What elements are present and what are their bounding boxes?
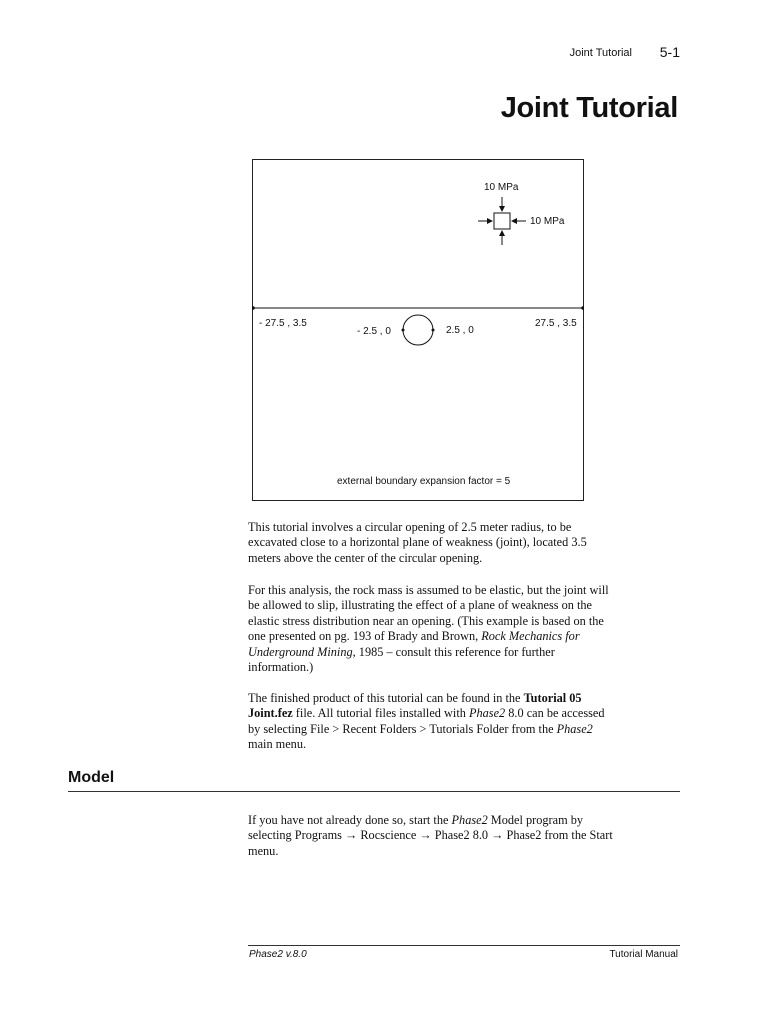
book-title-italic: Rock Mechanics for: [481, 629, 580, 644]
opening-right-coord: 2.5 , 0: [446, 325, 474, 336]
text-run: 8.0 can be accessed: [505, 706, 605, 721]
section-divider: [68, 791, 680, 792]
text-line: This tutorial involves a circular opening of 2.5 meter radius, to be: [248, 520, 572, 534]
text-line: information.): [248, 660, 314, 675]
text-line: selecting Programs → Rocscience → Phase2 8.0 → Phase2 from the Start: [248, 828, 613, 843]
text-line: menu.: [248, 843, 279, 858]
text-line: [248, 645, 680, 660]
intro-paragraph-2: [248, 583, 680, 675]
text-line: [248, 722, 680, 737]
text-line: be allowed to slip, illustrating the effect of a plane of weakness on the: [248, 598, 592, 613]
circular-opening: [403, 315, 433, 345]
joint-endpoint-left: [252, 306, 255, 310]
program-name-italic: Phase2: [451, 813, 488, 827]
footer-product-version: Phase2 v.8.0: [249, 949, 307, 960]
text-line: [248, 691, 680, 706]
program-name-italic: Phase2: [468, 706, 506, 721]
joint-right-coord: 27.5 , 3.5: [535, 318, 577, 329]
stress-top-label: 10 MPa: [484, 182, 519, 193]
footer-divider: [248, 945, 680, 946]
text-line: excavated close to a horizontal plane of weakness (joint), located 3.5: [248, 535, 587, 550]
text-line: main menu.: [248, 737, 307, 752]
text-line: For this analysis, the rock mass is assumed to be elastic, but the joint will: [248, 583, 609, 597]
model-paragraph: [248, 813, 680, 859]
stress-element: [494, 213, 510, 229]
text-line: [248, 706, 680, 721]
model-diagram: [252, 159, 584, 501]
text-run: by selecting File > Recent Folders > Tutorials Folder from the: [248, 721, 557, 736]
intro-paragraph-1: [248, 520, 680, 566]
boundary-note: external boundary expansion factor = 5: [337, 476, 511, 487]
stress-right-label: 10 MPa: [530, 216, 565, 227]
text-run: one presented on pg. 193 of Brady and Brown,: [248, 629, 482, 644]
opening-left-coord: - 2.5 , 0: [357, 326, 391, 337]
text-line: [248, 813, 680, 828]
footer-manual-name: Tutorial Manual: [609, 949, 678, 960]
text-run: Model program by: [487, 813, 584, 827]
text-line: elastic stress distribution near an opening. (This example is based on the: [248, 613, 604, 628]
text-run: file. All tutorial files installed with: [292, 706, 469, 721]
text-run: , 1985 – consult this reference for further: [352, 644, 555, 659]
text-line: meters above the center of the circular opening.: [248, 550, 483, 565]
joint-left-coord: - 27.5 , 3.5: [259, 318, 307, 329]
book-title-italic: Underground Mining: [248, 644, 353, 659]
running-header-title: Joint Tutorial: [569, 47, 632, 59]
text-line: [248, 629, 680, 644]
chapter-title: Joint Tutorial: [500, 92, 678, 124]
page-number: 5-1: [659, 44, 680, 60]
section-heading: Model: [68, 769, 115, 786]
file-name-bold: Joint.fez: [248, 706, 293, 721]
opening-point-right: [432, 329, 435, 332]
text-run: The finished product of this tutorial can be found in the: [248, 691, 524, 705]
model-diagram-graphics: [252, 159, 584, 501]
opening-point-left: [402, 329, 405, 332]
program-name-italic: Phase2: [556, 721, 593, 736]
intro-paragraph-3: [248, 691, 680, 753]
text-run: If you have not already done so, start the: [248, 813, 452, 827]
joint-endpoint-right: [581, 306, 584, 310]
file-name-bold: Tutorial 05: [523, 691, 582, 705]
